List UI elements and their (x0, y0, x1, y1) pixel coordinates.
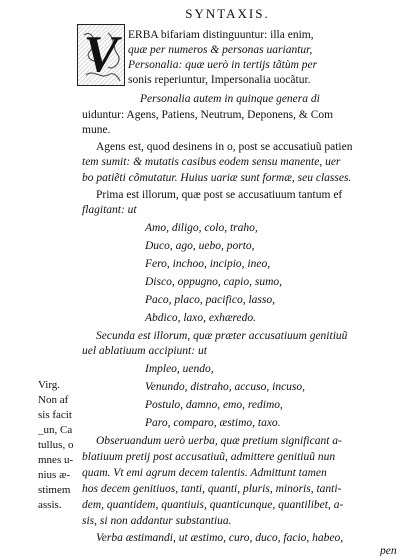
text-line: Obseruandum uerò uerba, quæ pretium significant a- (96, 435, 342, 447)
margin-note-line: stimem (38, 484, 71, 496)
text-line: uel ablatiuum accipiunt: ut (82, 345, 207, 357)
text-line: Duco, ago, uebo, porto, (145, 240, 255, 252)
margin-note-line: Non af (38, 394, 69, 406)
text-line: Paro, comparo, æstimo, taxo. (145, 417, 281, 429)
text-line: dem, quantidem, quantiuis, quanticunque, quantilibet, a- (82, 499, 344, 511)
text-line: Venundo, distraho, accuso, incuso, (145, 381, 306, 393)
decorated-initial-letter: V (83, 26, 119, 83)
text-line: Disco, oppugno, capio, sumo, (145, 276, 283, 288)
text-line: Paco, placo, pacifico, lasso, (145, 294, 275, 306)
margin-note-line: mnes u- (38, 454, 74, 466)
text-line: blatiuum pretij post accusatiuũ, admittere genitiuũ nun (82, 451, 336, 463)
text-line: uiduntur: Agens, Patiens, Neutrum, Deponens, & Com (82, 109, 334, 121)
text-line: Agens est, quod desinens in o, post se accusatiuũ patien (96, 141, 353, 153)
margin-note-line: nius æ- (38, 469, 71, 481)
text-line: Personalia autem in quinque genera di (140, 93, 320, 105)
text-line: Personalia: quæ uerò in tertijs tãtùm per (128, 59, 318, 71)
text-line: mune. (82, 124, 111, 136)
text-line: quæ per numeros & personas uariantur, (128, 44, 313, 56)
margin-note-line: sis facit (38, 409, 72, 421)
text-line: hos decem genitiuos, tanti, quanti, pluris, minoris, tanti- (82, 483, 342, 495)
text-line: flagitant: ut (82, 204, 137, 216)
text-line: Amo, diligo, colo, traho, (145, 222, 258, 234)
margin-note-line: tullus, o (38, 439, 74, 451)
text-line: ERBA bifariam distinguuntur: illa enim, (128, 29, 314, 41)
text-line: quam. Vt emi agrum decem talentis. Admittunt tamen (82, 467, 327, 479)
running-head: SYNTAXIS. (185, 6, 270, 21)
text-line: Impleo, uendo, (145, 363, 214, 375)
margin-note-line: _un, Ca (38, 424, 73, 436)
text-line: bo patiẽti cõmutatur. Huius uariæ sunt formæ, seu classes. (82, 172, 352, 184)
margin-note-line: assis. (38, 499, 62, 511)
margin-note-line: Virg. (38, 379, 61, 391)
text-line: Abdico, laxo, exhæredo. (145, 312, 257, 324)
text-line: Secunda est illorum, quæ præter accusatiuum genitiuũ (96, 330, 348, 342)
decorated-initial (77, 24, 125, 86)
text-line: Verba æstimandi, ut æstimo, curo, duco, facio, habeo, (96, 532, 344, 544)
text-line: Prima est illorum, quæ post se accusatiuum tantum ef (96, 189, 343, 201)
text-line: tem sumit: & mutatis casibus eodem sensu manente, uer (82, 156, 341, 168)
text-line: Fero, inchoo, incipio, ineo, (145, 258, 271, 270)
text-line: sonis reperiuntur, Impersonalia uocãtur. (128, 74, 311, 86)
text-line: sis, si non addantur substantiua. (82, 515, 232, 527)
catchword: pen (380, 545, 397, 556)
text-line: Postulo, damno, emo, redimo, (145, 399, 283, 411)
